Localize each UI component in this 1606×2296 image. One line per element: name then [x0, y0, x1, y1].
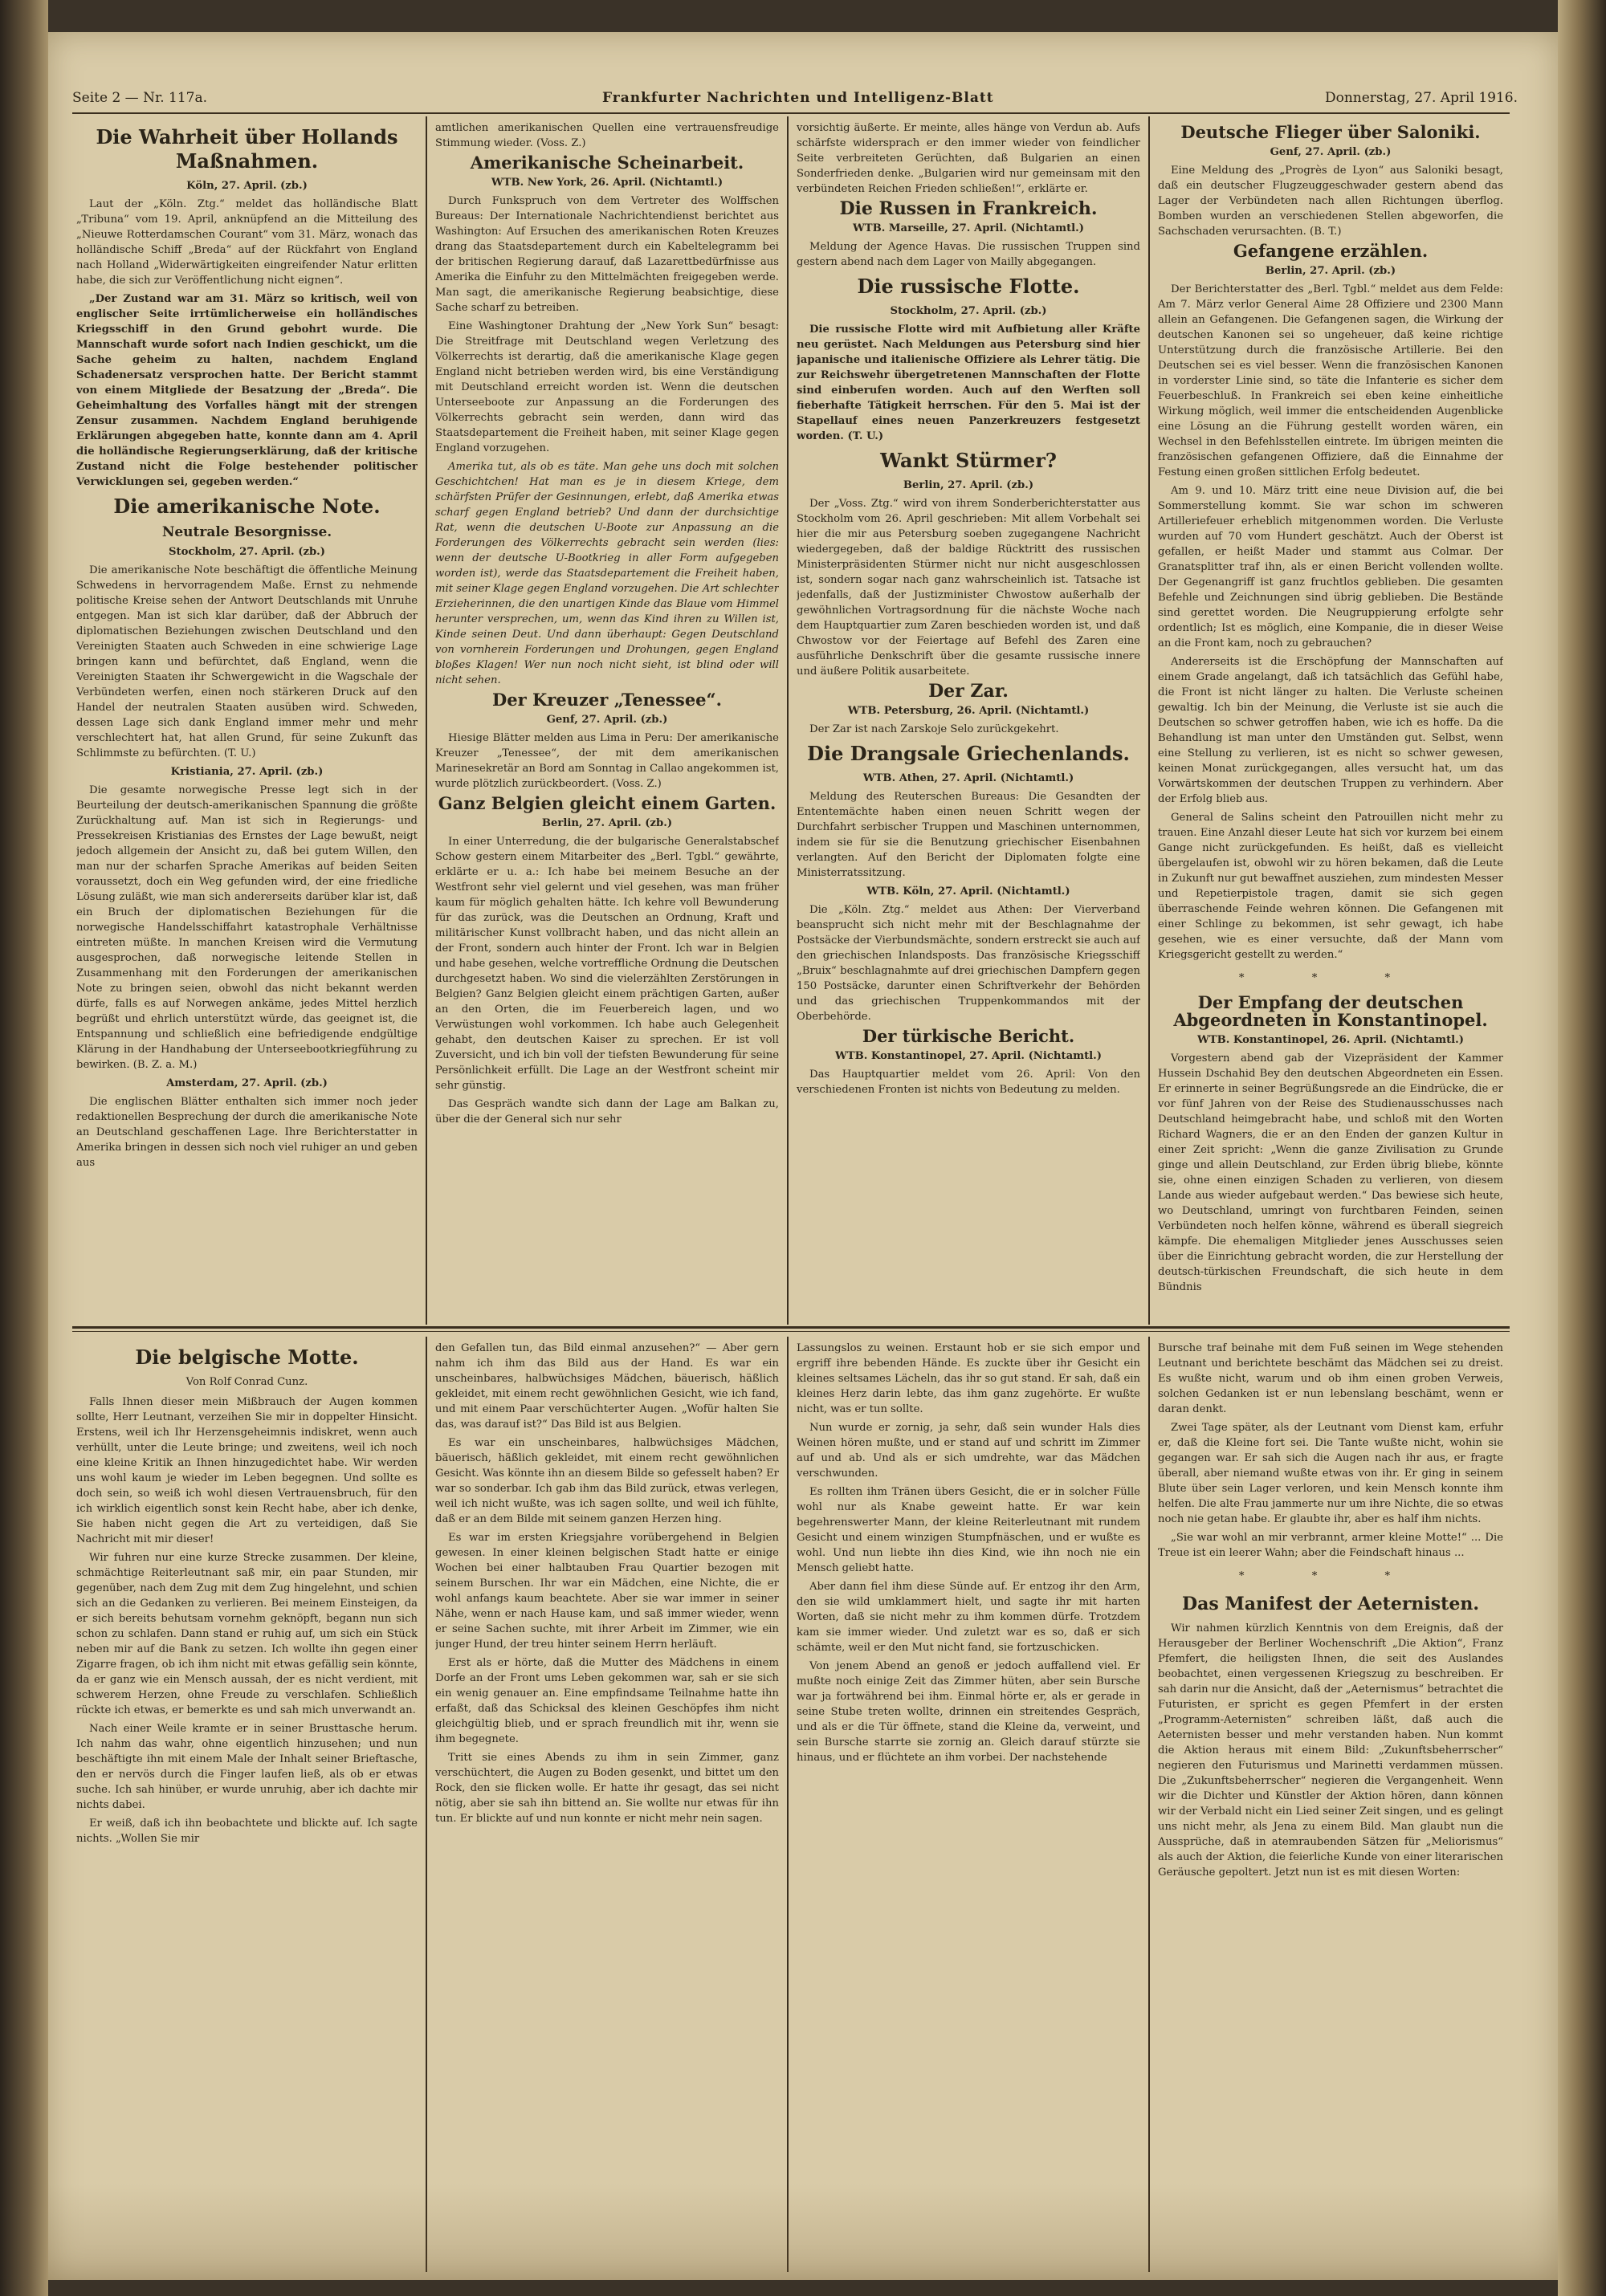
paragraph: Aber dann fiel ihm diese Sünde auf. Er entzog ihr den Arm, den sie wild umklammert hielt, und sagte ihr mit harten Worten, daß sie nicht mehr zu ihm kommen dürfe. Trotzdem kam sie immer wieder. Und zuletzt war es so, daß er sich schämte, weil er den Mut nicht fand, sie fortzuschicken.: [797, 1581, 1140, 1654]
headline-saloniki: Deutsche Flieger über Saloniki.: [1180, 122, 1481, 142]
header-date: Donnerstag, 27. April 1916.: [1324, 90, 1518, 106]
column-4: [1158, 120, 1503, 1325]
feuilleton-column-1: [76, 1341, 418, 2264]
paragraph: Amerika tut, als ob es täte. Man gehe uns doch mit solchen Geschichtchen! Hat man es je in diesem Kriege, dem schärfsten Prüfer der Gesinnungen, erlebt, daß Amerika etwas scharf gegen England betrieb? Und dann der durchsichtige Rat, wenn die deutschen U-Boote zur Anpassung an die Forderungen des Völkerrechts gebracht sein werden (lies: wenn der deutsche U-Bootkrieg in aller Form aufgegeben worden ist), werde das Staatsdepartement die Freiheit haben, mit seiner Klage gegen England vorzugehen. Die Art schlechter Erzieherinnen, die den unartigen Kinde das Blaue vom Himmel herunter versprechen, um, wenn das Kind ihren zu Willen ist, Kinde seinen Deut. Und dann überhaupt: Gegen Deutschland von vornherein Forderungen und Drohungen, gegen England bloßes Klagen! Wer nun noch nicht sieht, ist blind oder will nicht sehen.: [435, 461, 779, 686]
dateline: Köln, 27. April. (zb.): [186, 180, 308, 192]
paragraph: Die amerikanische Note beschäftigt die öffentliche Meinung Schwedens in hervorragendem Maße. Ernst zu nehmende politische Kreise sehen der Antwort Deutschlands mit Unruhe entgegen. Man ist sich klar darüber, daß der Abbruch der diplomatischen Beziehungen zwischen Deutschland und den Vereinigten Staaten auch Schweden in eine schwierige Lage bringen kann und befürchtet, daß England, wenn die Vereinigten Staaten ihr Schwergewicht in die Wagschale der Verbündeten werfen, einen noch stärkeren Druck auf den Handel der neutralen Staaten ausüben wird. Schweden, dessen Lage sich dank England immer mehr und mehr verschlechtert hat, hat allen Grund, für seine Zukunft das Schlimmste zu befürchten. (T. U.): [76, 564, 418, 759]
headline-russen: Die Russen in Frankreich.: [839, 198, 1098, 219]
headline-tuerkisch: Der türkische Bericht.: [862, 1026, 1075, 1046]
dateline: Berlin, 27. April. (zb.): [541, 817, 673, 829]
paragraph: Nun wurde er zornig, ja sehr, daß sein wunder Hals dies Weinen hören mußte, und er stand auf und schritt im Zimmer auf und ab. Und als er sich umdrehte, war das Mädchen verschwunden.: [797, 1422, 1140, 1480]
paragraph: Am 9. und 10. März tritt eine neue Division auf, die bei Sommerstellung kommt. Sie war schon im schweren Artilleriefeuer erheblich mitgenommen worden. Die Verluste wurden auf 70 vom Hundert geschätzt. Auch der Oberst ist gefallen, er heißt Mader und stammt aus Colmar. Der Granatsplitter traf ihn, als er einen Bericht vollenden wollte. Der Gegenangriff ist ganz fruchtlos geblieben. Die gesamten Befehle und Zeichnungen sind übrig geblieben. Die Bestände sind gerettet worden. Die Neugruppierung erfolgte sehr ordentlich; Ist es möglich, eine Kompanie, die in dieser Weise an die Front kam, noch zu gebrauchen?: [1158, 485, 1503, 649]
paragraph: Die „Köln. Ztg.“ meldet aus Athen: Der Vierverband beansprucht sich nicht mehr mit der Beschlagnahme der Postsäcke der Vierbundsmächte, sondern erstreckt sie auch auf den griechischen Inlandsposts. Das französische Kriegsschiff „Bruix“ beschlagnahmte auf drei griechischen Dampfern gegen 150 Postsäcke, darunter einen Schriftverkehr der Behörden und das griechischen Truppenkommandos mit der Oberbehörde.: [797, 904, 1140, 1023]
column-divider: [787, 1337, 789, 2272]
paragraph: Laut der „Köln. Ztg.“ meldet das holländische Blatt „Tribuna“ vom 19. April, anknüpfend an die Mitteilung des „Nieuwe Rotterdamschen Courant“ vom 31. März, wonach das holländische Schiff „Breda“ auf der Rückfahrt von England nach Holland „Widerwärtigkeiten eingreifender Natur erlitten habe, die sich zur Veröffentlichung nicht eignen“.: [76, 198, 418, 287]
dateline: WTB. Konstantinopel, 27. April. (Nichtamtl.): [834, 1050, 1103, 1062]
column-1: [76, 120, 418, 1325]
paragraph: Hiesige Blätter melden aus Lima in Peru: Der amerikanische Kreuzer „Tenessee“, der mit dem amerikanischen Marinesekretär an Bord am Sonntag in Callao angekommen ist, wurde plötzlich zurückbeordert. (Voss. Z.): [435, 732, 779, 790]
headline-griechenland: Die Drangsale Griechenlands.: [807, 742, 1130, 765]
column-divider: [426, 1337, 427, 2272]
dateline: WTB. Athen, 27. April. (Nichtamtl.): [862, 772, 1074, 784]
headline-stuermer: Wankt Stürmer?: [880, 449, 1057, 472]
paragraph: Durch Funkspruch von dem Vertreter des Wolffschen Bureaus: Der Internationale Nachrichtendienst berichtet aus Washington: Auf Ersuchen des amerikanischen Roten Kreuzes drang das Staatsdepartement durch ein Kabeltelegramm bei der britischen Regierung darauf, daß Lazarettbedürfnisse aus Amerika die Einfuhr zu den Mittelmächten freigegeben werde. Man sagt, die amerikanische Regierung beabsichtige, diese Sache scharf zu betreiben.: [435, 195, 779, 314]
newspaper-page: [48, 32, 1558, 2280]
dateline: WTB. Konstantinopel, 26. April. (Nichtamtl.): [1196, 1034, 1465, 1046]
column-divider: [787, 116, 789, 1325]
paragraph: Lassungslos zu weinen. Erstaunt hob er sie sich empor und ergriff ihre bebenden Hände. Es zuckte über ihr Gesicht ein kleines seltsames Lächeln, das ihr so gut stand. Er sah, daß ein kleines Herz darin lebte, das ihm ganz zugehörte. Er wußte nicht, was er tun sollte.: [797, 1342, 1140, 1415]
headline-motte: Die belgische Motte.: [135, 1345, 359, 1369]
paragraph: Tritt sie eines Abends zu ihm in sein Zimmer, ganz verschüchtert, die Augen zu Boden gesenkt, und bittet um den Rock, den sie flicken wolle. Er hatte ihr gesagt, das sei nicht nötig, aber sie sah ihn bittend an. Sie wollte nur etwas für ihn tun. Er blickte auf und nun konnte er nicht mehr nein sagen.: [435, 1752, 779, 1825]
column-divider: [426, 116, 427, 1325]
headline-tenessee: Der Kreuzer „Tenessee“.: [492, 690, 722, 710]
paragraph: Eine Meldung des „Progrès de Lyon“ aus Saloniki besagt, daß ein deutscher Flugzeuggeschwader gestern abend das Lager der Verbündeten nach allen Richtungen überflog. Bomben wurden an verschiedenen Stellen abgeworfen, die Sachschaden verursachten. (B. T.): [1158, 165, 1503, 238]
paragraph: Es war ein unscheinbares, halbwüchsiges Mädchen, bäuerisch, häßlich gekleidet, mit einem recht gewöhnlichen Gesicht. Was könnte ihn an diesem Bilde so gefesselt haben? Er war so sonderbar. Ich gab ihm das Bild zurück, etwas verlegen, weil ich nicht wußte, was ich sagen sollte, und weil ich fühlte, daß er an dem Bilde mit seinem ganzen Herzen hing.: [435, 1437, 779, 1525]
paragraph: amtlichen amerikanischen Quellen eine vertrauensfreudige Stimmung wieder. (Voss. Z.): [435, 122, 779, 149]
paragraph: „Der Zustand war am 31. März so kritisch, weil von englischer Seite irrtümlicherweise ein holländisches Kriegsschiff in den Grund gebohrt wurde. Die Mannschaft wurde sofort nach Indien geschickt, um die Sache geheim zu halten, nachdem England Schadenersatz versprochen hatte. Der Bericht stammt von einem Mitgliede der Besatzung der „Breda“. Die Geheimhaltung des Vorfalles hängt mit der strengen Zensur zusammen. Nachdem England beruhigende Erklärungen abgegeben hatte, konnte dann am 4. April die holländische Regierungserklärung, daß der kritische Zustand nicht die Folge bestehender politischer Verwicklungen sei, gegeben werden.“: [76, 293, 418, 488]
paragraph: Es war im ersten Kriegsjahre vorübergehend in Belgien gewesen. In einer kleinen belgischen Stadt hatte er einige Wochen bei einer halbtauben Frau Quartier bezogen mit seinem Burschen. Ihr war ein Mädchen, eine Nichte, die er wohl anfangs kaum beachtete. Aber sie war immer in seiner Nähe, wenn er nach Hause kam, und saß immer wieder, wenn er seine Sachen suchte, mit ihrer Arbeit im Zimmer, wie ein junger Hund, der treu hinter seinem Herrn herläuft.: [435, 1532, 779, 1651]
headline-holland: Die Wahrheit über Hollands Maßnahmen.: [96, 125, 398, 173]
dateline: WTB. New York, 26. April. (Nichtamtl.): [491, 177, 724, 189]
headline-scheinarbeit: Amerikanische Scheinarbeit.: [470, 153, 744, 173]
page-shadow: [48, 2184, 1558, 2280]
paragraph: vorsichtig äußerte. Er meinte, alles hänge von Verdun ab. Aufs schärfste widersprach er den immer wieder von feindlicher Seite verbreiteten Gerüchten, daß Bulgarien an einen Sonderfrieden denke. „Bulgarien wird nur gemeinsam mit den verbündeten Reichen Frieden schließen!“, erklärte er.: [797, 122, 1140, 195]
dateline: WTB. Petersburg, 26. April. (Nichtamtl.): [847, 705, 1090, 717]
header-rule: [72, 112, 1510, 114]
section-separator: * * *: [1238, 972, 1423, 984]
dateline: Amsterdam, 27. April. (zb.): [166, 1077, 328, 1089]
dateline: Kristiania, 27. April. (zb.): [170, 766, 324, 778]
feuilleton-rule: [72, 1326, 1510, 1329]
dateline: Genf, 27. April. (zb.): [546, 714, 668, 726]
paragraph: Erst als er hörte, daß die Mutter des Mädchens in einem Dorfe an der Front ums Leben gekommen war, sah er sie sich ein wenig genauer an. Eine empfindsame Teilnahme hatte ihn erfaßt, daß das Schicksal des kleinen Geschöpfes ihm nicht gleichgültig blieb, und er sprach freundlich mit ihr, wenn sie ihm begegnete.: [435, 1657, 779, 1745]
paragraph: Es rollten ihm Tränen übers Gesicht, die er in solcher Fülle wohl nur als Knabe geweint hatte. Er war kein begehrenswerter Mann, der kleine Reiterleutnant mit rundem Gesicht und einem winzigen Stumpfnäschen, und er wußte es wohl. Und nun liebte ihn dies Kind, wie ihn noch nie ein Mensch geliebt hatte.: [797, 1486, 1140, 1574]
headline-zar: Der Zar.: [928, 681, 1009, 702]
dateline: WTB. Köln, 27. April. (Nichtamtl.): [866, 885, 1070, 898]
paragraph: Das Gespräch wandte sich dann der Lage am Balkan zu, über die der General sich nur sehr: [435, 1098, 779, 1126]
paragraph: Der „Voss. Ztg.“ wird von ihrem Sonderberichterstatter aus Stockholm vom 26. April geschrieben: Mit allem Vorbehalt sei hier die mir aus Petersburg soeben zugegangene Nachricht wiedergegeben, daß der baldige Rücktritt des russischen Ministerpräsidenten Stürmer nicht nur nicht ausgeschlossen ist, sondern sogar nach ganz wahrscheinlich ist. Tatsache ist jedenfalls, daß der Justizminister Chwostow außerhalb der gewöhnlichen Vortragsordnung für die nächste Woche nach dem Hauptquartier zum Zaren beschieden worden ist, und daß Chwostow vor der Feiertage auf Befehl des Zaren eine ausführliche Denkschrift über die gesamte russische innere und äußere Politik ausarbeitete.: [797, 498, 1140, 678]
page-header: [72, 90, 1518, 114]
column-divider: [1148, 1337, 1150, 2272]
paragraph: In einer Unterredung, die der bulgarische Generalstabschef Schow gestern einem Mitarbeiter des „Berl. Tgbl.“ gewährte, erklärte er u. a.: Ich habe bei meinem Besuche an der Westfront sehr viel gelernt und viel gesehen, was man früher kaum für möglich gehalten hätte. Ich kehre voll Bewunderung für das zurück, was die Deutschen an Ordnung, Kraft und militärischer Kunst vollbracht haben, und das nicht allein an der Front, sondern auch hinter der Front. Ich war in Belgien und habe gesehen, welche vortreffliche Ordnung die Deutschen durchgesetzt haben. Wo sind die vielerzählten Zerstörungen in Belgien? Ganz Belgien gleicht einem prächtigen Garten, außer an den Orten, die im Feuerbereich lagen, und wo Verwüstungen wohl vorkommen. Ich habe auch Gelegenheit gehabt, den deutschen Kaiser zu sprechen. Er ist voll Zuversicht, und ich bin voll der tiefsten Bewunderung für seine Persönlichkeit erfüllt. Die Lage an der Westfront scheint mir sehr günstig.: [435, 836, 779, 1092]
paragraph: Das Hauptquartier meldet vom 26. April: Von den verschiedenen Fronten ist nichts von Bedeutung zu melden.: [797, 1069, 1140, 1096]
dateline: WTB. Marseille, 27. April. (Nichtamtl.): [852, 222, 1085, 234]
dateline: Berlin, 27. April. (zb.): [903, 479, 1034, 491]
headline-manifest: Das Manifest der Aeternisten.: [1181, 1594, 1479, 1614]
paragraph: „Sie war wohl an mir verbrannt, armer kleine Motte!“ ... Die Treue ist ein leerer Wahn; aber die Feindschaft hinaus ...: [1158, 1532, 1503, 1559]
dateline: Berlin, 27. April. (zb.): [1265, 265, 1396, 277]
column-3: [797, 120, 1140, 1325]
paragraph: Nach einer Weile kramte er in seiner Brusttasche herum. Ich nahm das wahr, ohne eigentlich hinzusehen; und nun beschäftigte ihn mit einem Male der Inhalt seiner Brieftasche, den er nervös durch die Finger laufen ließ, als ob er etwas suche. Ich sah hinüber, er wurde unruhig, aber ich dachte mir nichts dabei.: [76, 1723, 418, 1811]
column-divider: [1148, 116, 1150, 1325]
paragraph: General de Salins scheint den Patrouillen nicht mehr zu trauen. Eine Anzahl dieser Leute hat sich vor kurzem bei einem Gange nicht zurückgefunden. Es heißt, daß es vielleicht übergelaufen ist, obwohl wir zu hören bekamen, daß die Leute in Zukunft nur gut bewaffnet ausziehen, zum mindesten Messer und Repetierpistole tragen, damit sie sich gegen überraschende Feinde wehren können. Die Gefangenen mit einer Schlinge zu bekommen, ist sehr gewagt, ich habe gesehen, wie es einer versuchte, daß der Mann vom Kriegsgericht gestellt zu werden.“: [1158, 812, 1503, 961]
column-2: [435, 120, 779, 1325]
headline-empfang: Der Empfang der deutschen Abgeordneten in Konstantinopel.: [1173, 992, 1488, 1030]
paragraph: Meldung des Reuterschen Bureaus: Die Gesandten der Ententemächte haben einen neuen Schritt wegen der Durchfahrt serbischer Truppen und Maschinen unternommen, indem sie für sie die Benutzung griechischer Eisenbahnen verlangten. Auf den Bericht der Diplomaten folgte eine Ministerratssitzung.: [797, 791, 1140, 879]
paragraph: Die gesamte norwegische Presse legt sich in der Beurteilung der deutsch-amerikanischen Spannung die größte Zurückhaltung auf. Man ist sich in Regierungs- und Pressekreisen Kristianias des Ernstes der Lage bewußt, neigt jedoch allgemein der Ansicht zu, daß bei gutem Willen, den man nur der scharfen Sprache Amerikas auf beiden Seiten voraussetzt, doch ein Weg gefunden wird, der eine friedliche Lösung zuläßt, wie man sich andererseits darüber klar ist, daß ein Bruch der diplomatischen Beziehungen für die norwegische Handelsschiffahrt katastrophale Verhältnisse eintreten müßte. In manchen Kreisen wird die Vermutung ausgesprochen, daß norwegische leitende Stellen in Zusammenhang mit den Forderungen der amerikanischen Note zu bringen seien, obwohl das nicht bekannt werden dürfe, falls es auf Norwegen ankäme, jedes Mittel herzlich begrüßt und ehrlich unterstützt würde, das geeignet ist, die Entspannung und schließlich eine befriedigende endgültige Klärung in der Handhabung der Unterseebootkriegführung zu bewirken. (B. Z. a. M.): [76, 784, 418, 1071]
paragraph: Bursche traf beinahe mit dem Fuß seinen im Wege stehenden Leutnant und berichtete beschämt das Mädchen sei zu dreist. Es wußte nicht, warum und ob ihm einen groben Verweis, solchen Gedanken ist er nun lebenslang beschämt, wenn er daran denkt.: [1158, 1342, 1503, 1415]
feuilleton-column-3: [797, 1341, 1140, 2264]
next-page-edge: [1558, 0, 1606, 2296]
section-separator: * * *: [1238, 1570, 1423, 1582]
dateline: Stockholm, 27. April. (zb.): [890, 305, 1047, 317]
headline-gefangene: Gefangene erzählen.: [1233, 241, 1429, 261]
paragraph: Er weiß, daß ich ihn beobachtete und blickte auf. Ich sagte nichts. „Wollen Sie mir: [76, 1818, 418, 1845]
dateline: Genf, 27. April. (zb.): [1270, 146, 1392, 158]
paragraph: Von jenem Abend an genoß er jedoch auffallend viel. Er mußte noch einige Zeit das Zimmer hüten, aber sein Bursche war ja fortwährend bei ihm. Einmal hörte er, als er gerade in seine Stube treten wollte, drinnen ein streitendes Gespräch, und als er die Tür öffnete, stand die Kleine da, verweint, und sein Bursche starrte sie zornig an. Gleich darauf stürzte sie hinaus, und er flüchtete an ihm vorbei. Der nachstehende: [797, 1660, 1140, 1764]
paragraph: Zwei Tage später, als der Leutnant vom Dienst kam, erfuhr er, daß die Kleine fort sei. Die Tante wußte nicht, wohin sie gegangen war. Er sah sich die Augen nach ihr aus, er fragte überall, aber niemand wußte etwas von ihr. Er ging in seinem Blute über sein Lager verloren, und kein Mensch konnte ihm helfen. Die alte Frau jammerte nur um ihre Nichte, die so etwas noch nie getan habe. Er glaubte ihr, aber es half ihm nichts.: [1158, 1422, 1503, 1525]
header-page-number: Seite 2 — Nr. 117a.: [72, 90, 207, 106]
paragraph: Wir nahmen kürzlich Kenntnis von dem Ereignis, daß der Herausgeber der Berliner Wochenschrift „Die Aktion“, Franz Pfemfert, die heiligsten Ihnen, die seit des Auslandes beobachtet, einen vergessenen Kriegszug zu beschreiben. Er sah darin nur die Ansicht, daß der „Aeternismus“ betrachtet die Futuristen, er spricht es gegen Pfemfert in der ersten „Programm-Aeternisten“ schreiben läßt, daß auch die Aeternisten besser und mehr verstanden haben. Nun kommt die Aktion heraus mit einem Bild: „Zukunftsbeherrscher“ negieren den Futurismus und Marinetti verdammen müssen. Die „Zukunftsbeherrscher“ negieren die Vergangenheit. Wenn wir die Dichter und Künstler der Aktion hören, dann können wir der Verbald nicht ein Lied seiner Zeit singen, und es gelingt uns nicht mehr, als Jena zu einem Bild. Man glaubt nun die Aussprüche, daß in atemraubenden Sätzen für „Meliorismus“ als auch der Aktion, die feierliche Kunde von einer literarischen Geräusche gepoltert. Jetzt nun ist es mit diesen Worten:: [1158, 1622, 1503, 1879]
paragraph: Die englischen Blätter enthalten sich immer noch jeder redaktionellen Besprechung der durch die amerikanische Note an Deutschland geschaffenen Lage. Ihre Berichterstatter in Amerika bringen in dessen sich noch viel ruhiger an und geben aus: [76, 1096, 418, 1169]
header-masthead: Frankfurter Nachrichten und Intelligenz-Blatt: [602, 90, 994, 106]
paragraph: Meldung der Agence Havas. Die russischen Truppen sind gestern abend nach dem Lager von Mailly abgegangen.: [797, 241, 1140, 268]
headline-flotte: Die russische Flotte.: [857, 275, 1080, 298]
paragraph: Der Berichterstatter des „Berl. Tgbl.“ meldet aus dem Felde: Am 7. März verlor General Aime 28 Offiziere und 2300 Mann allein an Gefangenen. Die Gefangenen sagen, die Wirkung der deutschen Kanonen sei so ungeheuer, daß keine richtige Unterstützung durch die französische Artillerie. Bei den Deutschen sei es viel besser. Wenn die französischen Kanonen in vorderster Linie sind, so täte die Infanterie es sicher dem Feuerbeschluß. In Frankreich sei eben keine einheitliche Wirkung möglich, weil immer die entscheidenden Augenblicke eine Lösung an die Führung gestellt worden wären, ein Wechsel in den Befehlsstellen eintrete. Im übrigen meinten die französischen gefangenen Offiziere, daß die Einnahme der Festung einen großen sittlichen Erfolg bedeutet.: [1158, 283, 1503, 478]
feuilleton-rule: [72, 1331, 1510, 1332]
paragraph: Andererseits ist die Erschöpfung der Mannschaften auf einem Grade angelangt, daß ich tatsächlich das Gefühl habe, die Front ist nicht länger zu halten. Die Verluste scheinen gewaltig. Ich bin der Meinung, die Verluste ist sie auch die Deutschen so schwer getroffen haben, wie ich es hoffe. Da die Behandlung ist man unter den Umständen gut. Selbst, wenn eine Stellung zu verlieren, ist es nicht so schwer gewesen, keinen Monat zurückgegangen, alles versucht hat, um das Vorwärtskommen der deutschen Truppen zu verhindern. Aber der Erfolg blieb aus.: [1158, 656, 1503, 805]
feuilleton-column-4: [1158, 1341, 1503, 2264]
paragraph: Eine Washingtoner Drahtung der „New York Sun“ besagt: Die Streitfrage mit Deutschland wegen Verletzung des Völkerrechts ist derartig, daß die amerikanische Klage gegen England nicht betrieben werden wird, bis eine Verständigung mit Deutschland erreicht worden ist. Wenn die deutschen Unterseeboote zur Anpassung an die Forderungen des Völkerrechts gebracht sein werden, dann wird das Staatsdepartement die Freiheit haben, mit seiner Klage gegen England vorzugehen.: [435, 320, 779, 454]
dateline: Stockholm, 27. April. (zb.): [168, 546, 326, 558]
paragraph: Vorgestern abend gab der Vizepräsident der Kammer Hussein Dschahid Bey den deutschen Abgeordneten ein Essen. Er erinnerte in seiner Begrüßungsrede an die Eindrücke, die er vor fünf Jahren von der Reise des Studienausschusses nach Deutschland heimgebracht habe, und schloß mit den Worten Richard Wagners, die er an den Enden der ganzen Kultur in einer Zeit spricht: „Wenn die ganze Zivilisation zu Grunde ginge und allein Deutschland, zur Erden übrig bliebe, könnte sie, ohne einen einzigen Schaden zu verlieren, von diesem Lande aus wieder aufgebaut werden.“ Das bewiese sich heute, wo Deutschland, umringt von furchtbaren Feinden, seinen Verbündeten noch helfen könne, während es überall siegreich kämpfe. Die ehemaligen Mitglieder jenes Ausschusses seien über die Einrichtung gebracht worden, die zur Herstellung der deutsch-türkischen Freundschaft, die sich heute in dem Bündnis: [1158, 1052, 1503, 1293]
feuilleton-column-2: [435, 1341, 779, 2264]
subheadline: Neutrale Besorgnisse.: [161, 524, 332, 540]
book-spine: [0, 0, 48, 2296]
paragraph: Der Zar ist nach Zarskoje Selo zurückgekehrt.: [809, 723, 1059, 735]
paragraph: Die russische Flotte wird mit Aufbietung aller Kräfte neu gerüstet. Nach Meldungen aus Petersburg sind hier japanische und italienische Offiziere als Lehrer tätig. Die zur Reichswehr übergetretenen Mannschaften der Flotte sind einberufen worden. Auch auf den Werften soll fieberhafte Tätigkeit herrschen. Für den 5. Mai ist der Stapellauf eines neuen Panzerkreuzers festgesetzt worden. (T. U.): [797, 324, 1140, 442]
byline: Von Rolf Conrad Cunz.: [185, 1376, 308, 1388]
paragraph: Falls Ihnen dieser mein Mißbrauch der Augen kommen sollte, Herr Leutnant, verzeihen Sie mir in doppelter Hinsicht. Erstens, weil ich Ihr Herzensgeheimnis indiskret, wenn auch verhüllt, unter die Leute bringe; und zweitens, weil ich noch eine kleine Kritik an Ihnen hinzugedichtet habe. Wir werden uns wohl kaum je wieder im Leben begegnen. Und sollte es doch sein, so weiß ich wohl diesen Vertrauensbruch, für den ich wirklich eigentlich sonst kein Recht habe, aber ich denke, Sie haben nicht gegen die Art zu verteidigen, daß Sie Nachricht mit mir dieser!: [76, 1396, 418, 1545]
paragraph: den Gefallen tun, das Bild einmal anzusehen?“ — Aber gern nahm ich ihm das Bild aus der Hand. Es war ein unscheinbares, halbwüchsiges Mädchen, bäuerisch, häßlich gekleidet, mit einem recht gewöhnlichen Gesicht, wie ich fand, und mit einem Paar verschüchterter Augen. „Wofür halten Sie das, was darauf ist?“ Das Bild ist aus Belgien.: [435, 1342, 779, 1431]
headline-belgien: Ganz Belgien gleicht einem Garten.: [438, 793, 777, 813]
headline-american-note: Die amerikanische Note.: [113, 495, 381, 518]
paragraph: Wir fuhren nur eine kurze Strecke zusammen. Der kleine, schmächtige Reiterleutnant saß mir, ein paar Stunden, mir gegenüber, nach dem Zug mit dem Zug hingelehnt, und schien sich an die Gedanken zu verlieren. Bei meinem Einsteigen, da er sich bereits behutsam vornehm geknöpft, begann nun sich schon zu schlafen. Dann stand er ruhig auf, um sich ein Stück neben mir auf die Bank zu setzen. Ich wollte ihn gegen einer Zigarre fragen, ob ich ihm nicht mit etwas gefällig sein könnte, da er ganz wie ein Mensch aussah, der es nicht verdient, mit schwerem Herzen, ohne Freude zu verschlafen. Schließlich rückte ich etwas, er bemerkte es und sah mich unverwandt an.: [76, 1552, 418, 1716]
